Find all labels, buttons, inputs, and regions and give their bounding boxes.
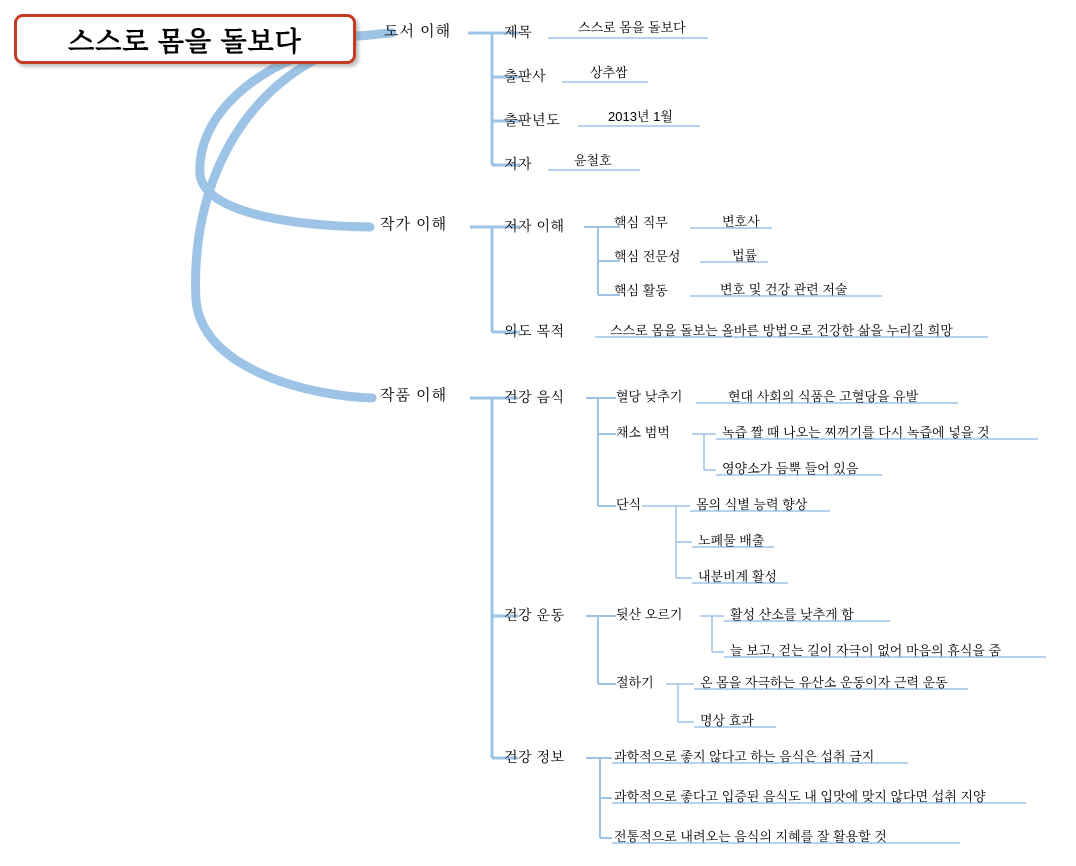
branch-node-dosio-ihae[interactable]: 도서 이해 xyxy=(384,23,452,40)
node-healthy-exercise[interactable]: 건강 운동 xyxy=(504,607,565,623)
root-node[interactable]: 스스로 몸을 돌보다 xyxy=(14,14,356,64)
node-fasting-value-3[interactable]: 내분비계 활성 xyxy=(698,569,777,584)
node-veggie-mash-label[interactable]: 채소 범벅 xyxy=(616,425,670,440)
branch-node-jakga-ihae[interactable]: 작가 이해 xyxy=(380,216,448,233)
node-author-value[interactable]: 윤철호 xyxy=(574,153,612,168)
node-health-info-item-2[interactable]: 과학적으로 좋다고 입증된 음식도 내 입맛에 맞지 않다면 섭취 지양 xyxy=(614,789,986,804)
node-veggie-mash-value-2[interactable]: 영양소가 듬뿍 들어 있음 xyxy=(722,461,859,476)
node-fasting-value-1[interactable]: 몸의 식별 능력 향상 xyxy=(696,497,808,512)
node-lower-blood-sugar-label[interactable]: 혈당 낮추기 xyxy=(616,389,683,404)
branch-node-jakpum-ihae[interactable]: 작품 이해 xyxy=(380,387,448,404)
node-publisher-label[interactable]: 출판사 xyxy=(504,68,547,84)
node-intent-purpose-value[interactable]: 스스로 몸을 돌보는 올바른 방법으로 건강한 삶을 누리길 희망 xyxy=(610,323,953,338)
node-core-activity-label[interactable]: 핵심 활동 xyxy=(614,283,668,298)
node-intent-purpose-label[interactable]: 의도 목적 xyxy=(504,323,565,339)
node-lower-blood-sugar-value[interactable]: 현대 사회의 식품은 고혈당을 유발 xyxy=(728,389,919,404)
node-hill-climbing-value-1[interactable]: 활성 산소를 낮추게 함 xyxy=(730,607,854,622)
node-author-understanding[interactable]: 저자 이해 xyxy=(504,218,565,234)
node-hill-climbing-label[interactable]: 뒷산 오르기 xyxy=(616,607,683,622)
node-core-duty-value[interactable]: 변호사 xyxy=(722,214,760,229)
node-author-label[interactable]: 저자 xyxy=(504,156,533,172)
node-core-activity-value[interactable]: 변호 및 건강 관련 저술 xyxy=(720,282,848,297)
node-fasting-label[interactable]: 단식 xyxy=(616,497,642,512)
node-health-info-item-3[interactable]: 전통적으로 내려오는 음식의 지혜를 잘 활용할 것 xyxy=(614,829,887,844)
node-publisher-value[interactable]: 상추쌈 xyxy=(590,65,628,80)
node-core-expertise-label[interactable]: 핵심 전문성 xyxy=(614,249,681,264)
node-healthy-food[interactable]: 건강 음식 xyxy=(504,389,565,405)
node-bowing-label[interactable]: 절하기 xyxy=(616,675,654,690)
node-core-duty-label[interactable]: 핵심 직무 xyxy=(614,215,668,230)
node-title-value[interactable]: 스스로 몸을 돌보다 xyxy=(578,20,686,35)
node-bowing-value-1[interactable]: 온 몸을 자극하는 유산소 운동이자 근력 운동 xyxy=(700,675,948,690)
node-fasting-value-2[interactable]: 노폐물 배출 xyxy=(698,533,765,548)
node-core-expertise-value[interactable]: 법률 xyxy=(732,248,758,263)
node-hill-climbing-value-2[interactable]: 늘 보고, 걷는 길이 자극이 없어 마음의 휴식을 줌 xyxy=(730,643,1002,658)
node-pubyear-label[interactable]: 출판년도 xyxy=(504,112,561,128)
node-veggie-mash-value-1[interactable]: 녹즙 짤 때 나오는 찌꺼기를 다시 녹즙에 넣을 것 xyxy=(722,425,990,440)
node-health-info-item-1[interactable]: 과학적으로 좋지 않다고 하는 음식은 섭취 금지 xyxy=(614,749,875,764)
node-health-info[interactable]: 건강 정보 xyxy=(504,749,565,765)
node-title-label[interactable]: 제목 xyxy=(504,24,533,40)
node-bowing-value-2[interactable]: 명상 효과 xyxy=(700,713,754,728)
node-pubyear-value[interactable]: 2013년 1월 xyxy=(608,109,673,124)
